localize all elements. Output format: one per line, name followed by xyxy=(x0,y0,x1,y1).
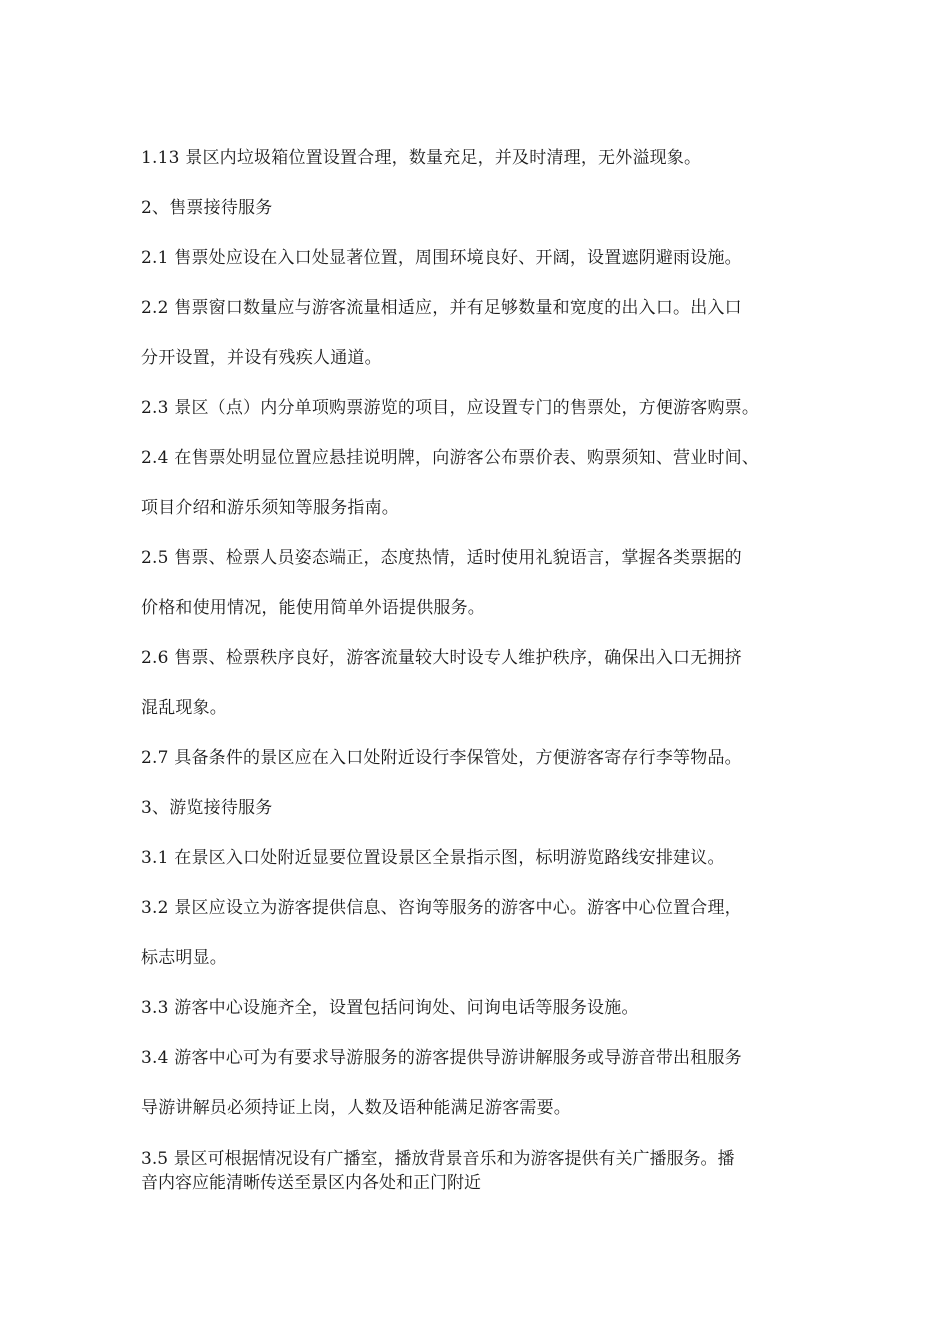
paragraph-line: 3.1 在景区入口处附近显要位置设景区全景指示图，标明游览路线安排建议。 xyxy=(141,848,725,868)
section-heading: 3、游览接待服务 xyxy=(141,798,273,818)
paragraph-line: 2.2 售票窗口数量应与游客流量相适应，并有足够数量和宽度的出入口。出入口 xyxy=(141,298,742,318)
paragraph-line: 2.5 售票、检票人员姿态端正，态度热情，适时使用礼貌语言，掌握各类票据的 xyxy=(141,548,742,568)
paragraph-line: 音内容应能清晰传送至景区内各处和正门附近 xyxy=(141,1173,481,1193)
paragraph-line: 导游讲解员必须持证上岗，人数及语种能满足游客需要。 xyxy=(141,1098,571,1118)
paragraph-line: 2.4 在售票处明显位置应悬挂说明牌，向游客公布票价表、购票须知、营业时间、 xyxy=(141,448,760,468)
paragraph-line: 2.3 景区（点）内分单项购票游览的项目，应设置专门的售票处，方便游客购票。 xyxy=(141,398,760,418)
paragraph-line: 分开设置，并设有残疾人通道。 xyxy=(141,348,382,368)
paragraph-line: 3.2 景区应设立为游客提供信息、咨询等服务的游客中心。游客中心位置合理， xyxy=(141,898,742,918)
paragraph-line: 3.5 景区可根据情况设有广播室，播放背景音乐和为游客提供有关广播服务。播 xyxy=(141,1149,735,1169)
section-heading: 2、售票接待服务 xyxy=(141,198,273,218)
paragraph-line: 2.6 售票、检票秩序良好，游客流量较大时设专人维护秩序，确保出入口无拥挤 xyxy=(141,648,742,668)
paragraph-line: 3.3 游客中心设施齐全，设置包括问询处、问询电话等服务设施。 xyxy=(141,998,639,1018)
paragraph-line: 项目介绍和游乐须知等服务指南。 xyxy=(141,498,399,518)
paragraph-line: 3.4 游客中心可为有要求导游服务的游客提供导游讲解服务或导游音带出租服务 xyxy=(141,1048,742,1068)
paragraph-line: 标志明显。 xyxy=(141,948,227,968)
paragraph-line: 2.7 具备条件的景区应在入口处附近设行李保管处，方便游客寄存行李等物品。 xyxy=(141,748,742,768)
paragraph-line: 混乱现象。 xyxy=(141,698,227,718)
paragraph-line: 价格和使用情况，能使用简单外语提供服务。 xyxy=(141,598,485,618)
paragraph-line: 2.1 售票处应设在入口处显著位置，周围环境良好、开阔，设置遮阴避雨设施。 xyxy=(141,248,742,268)
paragraph-line: 1.13 景区内垃圾箱位置设置合理，数量充足，并及时清理，无外溢现象。 xyxy=(141,148,702,168)
